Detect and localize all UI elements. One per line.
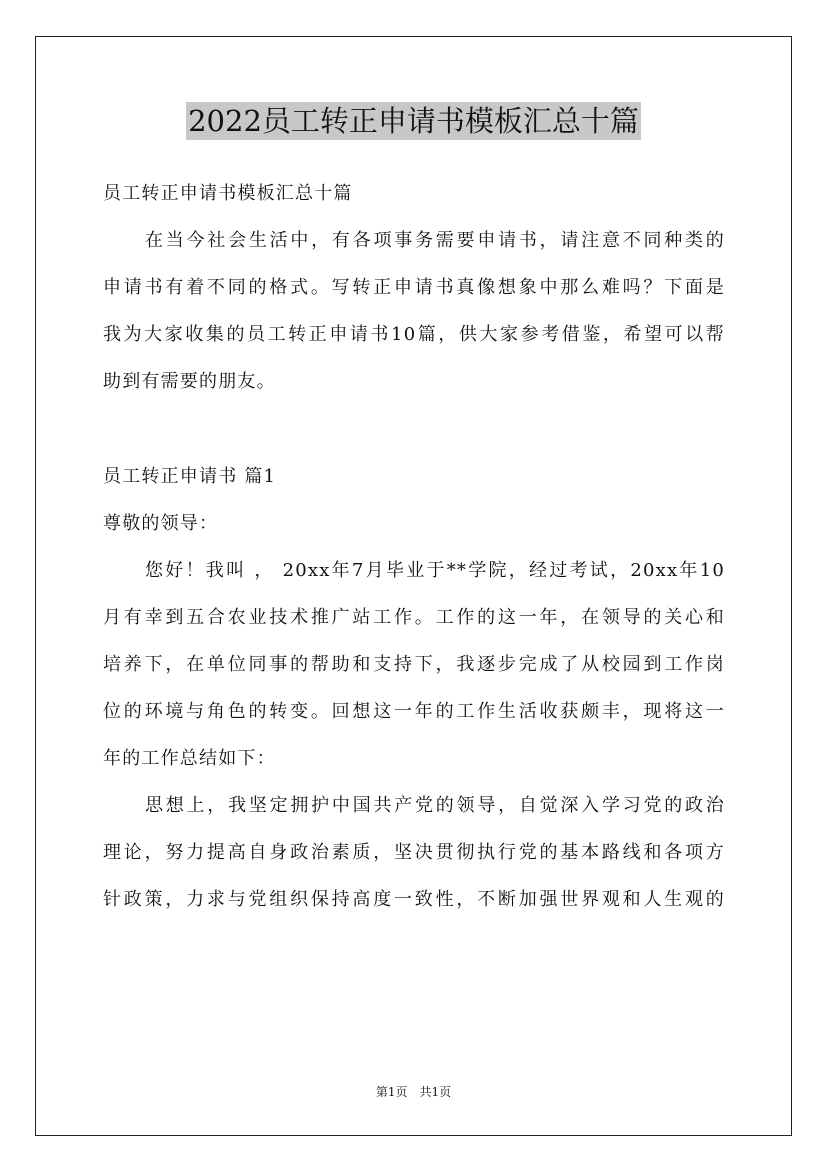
para2-line-3: 针政策，力求与党组织保持高度一致性，不断加强世界观和人生观的 [103, 889, 725, 910]
document-subtitle: 员工转正申请书模板汇总十篇 [103, 183, 353, 204]
para1-line-4: 位的环境与角色的转变。回想这一年的工作生活收获颇丰，现将这一 [103, 701, 725, 722]
para1-line-5: 年的工作总结如下： [103, 748, 276, 769]
para2-line-1: 思想上，我坚定拥护中国共产党的领导，自觉深入学习党的政治 [145, 795, 725, 816]
section-heading: 员工转正申请书 篇1 [103, 466, 277, 487]
intro-line-2: 申请书有着不同的格式。写转正申请书真像想象中那么难吗？下面是 [103, 277, 725, 298]
para1-line-1: 您好！我叫 ， 20xx年7月毕业于**学院，经过考试，20xx年10 [145, 560, 725, 581]
salutation: 尊敬的领导： [103, 513, 219, 534]
document-title-text: 2022员工转正申请书模板汇总十篇 [188, 104, 639, 138]
para1-line-3: 培养下，在单位同事的帮助和支持下，我逐步完成了从校园到工作岗 [103, 654, 725, 675]
document-title [0, 99, 827, 143]
document-body [103, 170, 725, 923]
paragraph-gap [103, 405, 725, 453]
para1-line-2: 月有幸到五合农业技术推广站工作。工作的这一年，在领导的关心和 [103, 607, 725, 628]
intro-line-4: 助到有需要的朋友。 [103, 371, 276, 392]
page-footer: 第1页 共1页 [375, 1085, 452, 1099]
para2-line-2: 理论，努力提高自身政治素质，坚决贯彻执行党的基本路线和各项方 [103, 842, 725, 863]
intro-line-3: 我为大家收集的员工转正申请书10篇，供大家参考借鉴，希望可以帮 [103, 324, 725, 345]
intro-line-1: 在当今社会生活中，有各项事务需要申请书，请注意不同种类的 [145, 230, 725, 251]
